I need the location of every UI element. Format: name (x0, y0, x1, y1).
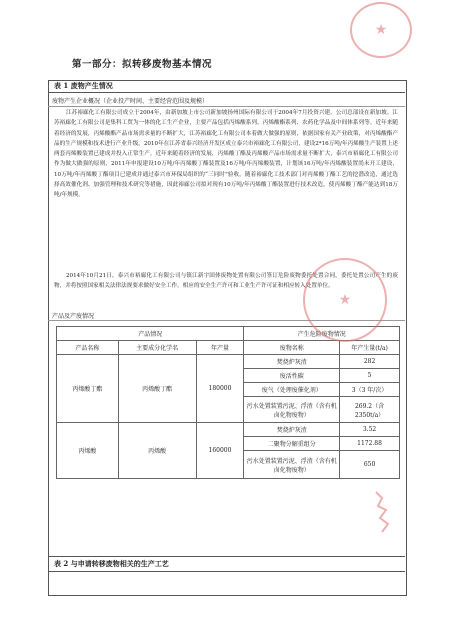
products-waste-table (56, 326, 400, 479)
product-output: 160000 (196, 423, 244, 479)
header-products: 产品情况 (57, 327, 244, 341)
header-waste-amount: 年产生量(t/a) (340, 341, 400, 355)
product-material: 丙烯酸丁酯 (118, 355, 196, 423)
table-row (57, 355, 400, 369)
signature-mark (368, 488, 398, 536)
table-row (57, 423, 400, 437)
company-overview-paragraph: 江苏裕廊化工有限公司成立于2004年，由新加坡上市公司新加坡扬州国际有限公司于2004年7月投资兴建，公司总部设在新加坡。江苏裕廊化工有限公司是集科工贸为一体的化工生产企业，主要产品包括丙烯酸系列、丙烯酸酯系列、农药化学品及中间体系列等。近年来随着经济的发展，丙烯酸酯产品市场需求量的不断扩大，江苏裕廊化工有限公司本着做大做强的原则，依据国家有关产业政策，对丙烯酸酯产品的生产规模和技术进行产业升级。2010年在江苏省泰兴经济开发区成立泰兴市裕廊化工有限公司，建设2*16万吨/年丙烯酸生产装置上述两套丙烯酸装置已建成并投入正常生产。近年来随着经济的发展，丙烯酸丁酯及丙烯酸产品市场需求量不断扩大，泰兴市裕廊化工有限公司作为做大做强的原则，2011年申报建设10万吨/年丙烯酸丁酯装置及16万吨/年丙烯酸装置，计划该16万吨/年丙烯酸装置尚未开工建设，10万吨/年丙烯酸丁酯项目已建成并通过泰兴市环保局组织的“三同时”验收。随着裕廊化工技术部门对丙烯酸丁酯工艺的挖潜改造，通过选择高效催化剂、加强管理和技术研究等措施，因此裕廊公司拟对现有10万吨/年丙烯酸丁酯装置进行技术改造，使丙烯酸丁酯产能达到18万吨/年规模。 (54, 110, 398, 199)
waste-amount: 3（3 年/次） (340, 383, 400, 397)
product-output: 180000 (196, 355, 244, 423)
official-seal-middle: ★ (303, 258, 387, 342)
waste-name: 焚烧炉灰渣 (244, 423, 340, 437)
waste-name: 焚烧炉灰渣 (244, 355, 340, 369)
waste-amount: 269.2（含 2350t/a） (340, 397, 400, 423)
header-waste: 产生危险废物情况 (244, 327, 400, 341)
waste-name: 二聚物分解重组分 (244, 437, 340, 451)
waste-name: 废气（处理废催化剂） (244, 383, 340, 397)
product-name: 丙烯酸 (57, 423, 119, 479)
waste-amount: 5 (340, 369, 400, 383)
waste-amount: 282 (340, 355, 400, 369)
waste-amount: 3.52 (340, 423, 400, 437)
table2-title: 表 2 与申请转移废物相关的生产工艺 (54, 559, 169, 568)
company-overview-label: 废物产生企业概况（企业投产时间、主要经营范围及规模） (52, 98, 209, 105)
waste-name: 废活性碳 (244, 369, 340, 383)
agreement-paragraph: 2014年10月21日，泰兴市裕廊化工有限公司与镇江新宇固体废物处置有限公司签订危险废物委托处置合同，委托处置公司产生的废物，并将按照国家相关法律法规要求做好安全工作，相应的安全生产许可和工业生产许可证和相应转入处置单位。 (54, 273, 398, 290)
header-annual-output: 年产量 (196, 341, 244, 355)
divider (48, 106, 405, 107)
waste-name: 污水处置装置污泥、浮渣（含有机卤化物废物） (244, 397, 340, 423)
waste-amount: 1172.88 (340, 437, 400, 451)
waste-amount: 650 (340, 451, 400, 479)
product-material: 丙烯酸 (118, 423, 196, 479)
official-seal-top: ★ (350, 2, 412, 58)
products-waste-label: 产品及产废情况 (52, 313, 95, 320)
table1-title: 表 1 废物产生情况 (54, 81, 113, 90)
table1-header (48, 80, 405, 93)
table2-header (48, 556, 405, 572)
header-product-name: 产品名称 (57, 341, 119, 355)
waste-name: 污水处置装置污泥、浮渣（含有机卤化物废物） (244, 451, 340, 479)
header-main-material: 主要成分化学名 (118, 341, 196, 355)
product-name: 丙烯酸丁酯 (57, 355, 119, 423)
section-title: 第一部分：拟转移废物基本情况 (72, 59, 213, 70)
header-waste-name: 废物名称 (244, 341, 340, 355)
